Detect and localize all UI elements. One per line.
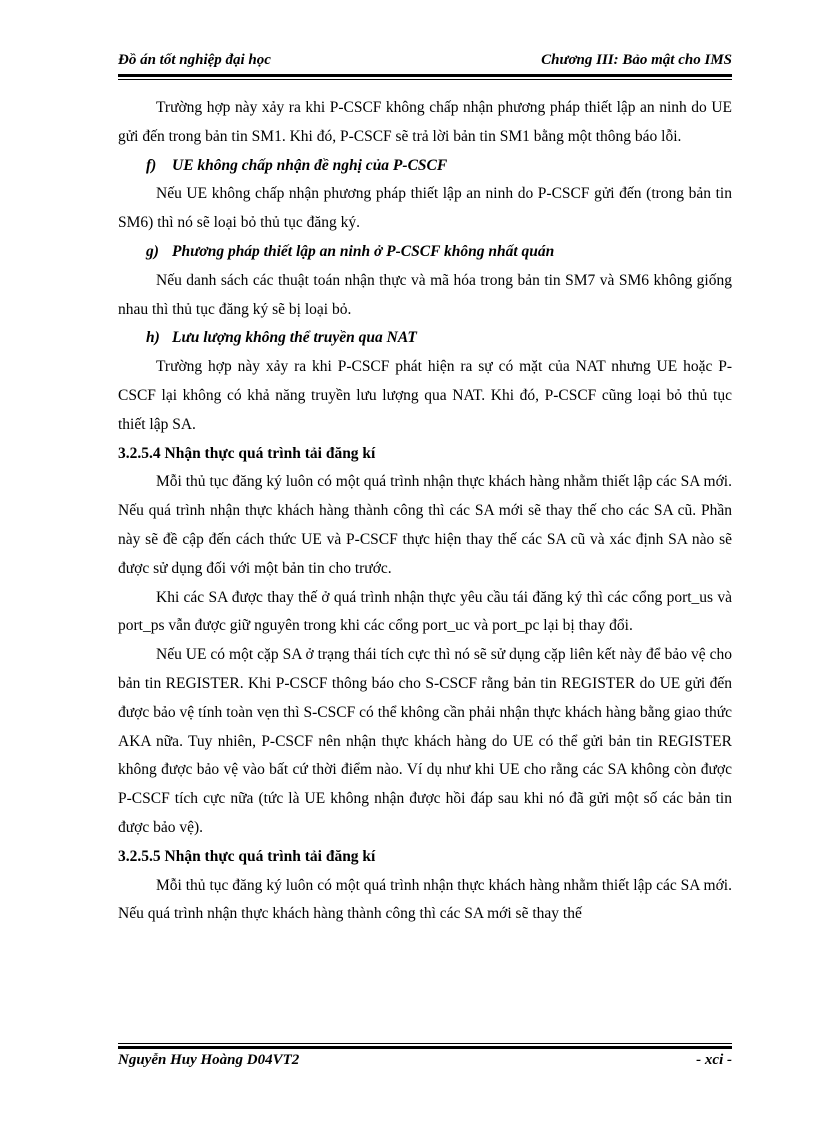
subheading-f — [118, 152, 732, 181]
footer-author: Nguyễn Huy Hoàng D04VT2 — [118, 1052, 300, 1068]
paragraph: Khi các SA được thay thế ở quá trình nhận thực yêu cầu tái đăng ký thì các cổng port_us và port_ps vẫn được giữ nguyên trong khi các cổng port_uc và port_pc lại bị thay đổi. — [118, 588, 732, 635]
subheading-h — [118, 324, 732, 353]
paragraph: Nếu danh sách các thuật toán nhận thực và mã hóa trong bản tin SM7 và SM6 không giống nhau thì thủ tục đăng ký sẽ bị loại bỏ. — [118, 271, 732, 318]
subheading-g — [118, 238, 732, 267]
subheading-title: UE không chấp nhận đề nghị của P-CSCF — [172, 156, 448, 174]
section-heading: 3.2.5.5 Nhận thực quá trình tải đăng kí — [118, 847, 376, 865]
subheading-marker: f) — [146, 156, 157, 174]
footer-rule-thin — [118, 1043, 732, 1044]
page-header — [118, 52, 732, 74]
subheading-title: Phương pháp thiết lập an ninh ở P-CSCF không nhất quán — [172, 242, 555, 260]
paragraph: Trường hợp này xảy ra khi P-CSCF phát hiện ra sự có mặt của NAT nhưng UE hoặc P-CSCF lại không có khả năng truyền lưu lượng qua NAT. Khi đó, P-CSCF cũng loại bỏ thủ tục thiết lập SA. — [118, 358, 732, 433]
page-body — [118, 94, 732, 929]
subheading-title: Lưu lượng không thể truyền qua NAT — [172, 329, 417, 347]
header-chapter-title: Chương III: Bảo mật cho IMS — [541, 52, 732, 68]
section-heading: 3.2.5.4 Nhận thực quá trình tải đăng kí — [118, 444, 376, 462]
header-rule-thick — [118, 74, 732, 77]
subheading-marker: h) — [146, 329, 160, 347]
paragraph: Mỗi thủ tục đăng ký luôn có một quá trình nhận thực khách hàng nhằm thiết lập các SA mới. Nếu quá trình nhận thực khách hàng thành công thì các SA mới sẽ thay thế cho các SA cũ. Phần này sẽ đề cập đến cách thức UE và P-CSCF thực hiện thay thế các SA cũ và xác định SA nào sẽ được sử dụng đối với một bản tin cho trước. — [118, 473, 732, 577]
footer-rule-thick — [118, 1046, 732, 1049]
paragraph: Nếu UE không chấp nhận phương pháp thiết lập an ninh do P-CSCF gửi đến (trong bản tin SM6) thì nó sẽ loại bỏ thủ tục đăng ký. — [118, 185, 732, 232]
header-document-title: Đồ án tốt nghiệp đại học — [118, 52, 271, 68]
page-footer — [118, 1052, 732, 1074]
page-number: - xci - — [696, 1052, 732, 1068]
paragraph: Trường hợp này xảy ra khi P-CSCF không chấp nhận phương pháp thiết lập an ninh do UE gửi đến trong bản tin SM1. Khi đó, P-CSCF sẽ trả lời bản tin SM1 bằng một thông báo lỗi. — [118, 99, 732, 145]
paragraph: Nếu UE có một cặp SA ở trạng thái tích cực thì nó sẽ sử dụng cặp liên kết này để bảo vệ cho bản tin REGISTER. Khi P-CSCF thông báo cho S-CSCF rằng bản tin REGISTER do UE gửi đến được bảo vệ tính toàn vẹn thì S-CSCF có thể không cần phải nhận thực khách hàng bằng giao thức AKA nữa. Tuy nhiên, P-CSCF nên nhận thực khách hàng do UE có thể gửi bản tin REGISTER không được bảo vệ vào bất cứ thời điểm nào. Ví dụ như khi UE cho rằng các SA không còn được P-CSCF tích cực nữa (tức là UE không nhận được hồi đáp sau khi nó đã gửi một số các bản tin được bảo vệ). — [118, 646, 732, 836]
paragraph: Mỗi thủ tục đăng ký luôn có một quá trình nhận thực khách hàng nhằm thiết lập các SA mới. Nếu quá trình nhận thực khách hàng thành công thì các SA mới sẽ thay thế — [118, 876, 732, 923]
subheading-marker: g) — [146, 242, 159, 260]
header-rule-thin — [118, 79, 732, 80]
